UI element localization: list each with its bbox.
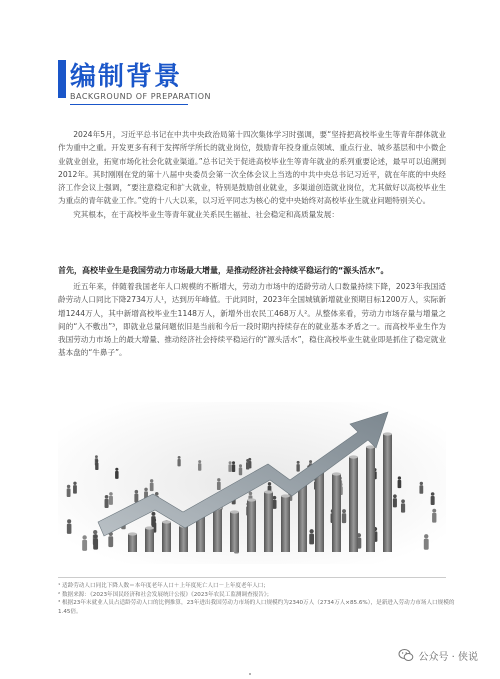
person-figure [232, 461, 235, 472]
person-figure [217, 478, 221, 490]
bar-column-top [230, 510, 239, 513]
bar-column [298, 482, 307, 552]
growth-illustration [58, 402, 446, 564]
bar-column [281, 496, 290, 552]
footnote-1: ¹ 适龄劳动人口同比下降人数＝本年度老年人口＋上年度死亡人口－上年度老年人口； [58, 583, 269, 589]
person-figure [73, 482, 77, 494]
main-text [58, 280, 446, 360]
bar-column [128, 534, 137, 552]
footnotes [58, 582, 458, 616]
intro-paragraph-1: 2024年5月，习近平总书记在中共中央政治局第十四次集体学习时强调，要“坚持把高校毕业生等青年群体就业作为重中之重。开发更多有利于发挥所学所长的就业岗位，鼓励青年投身重点领域、重点行业、城乡基层和中小微企业就业创业，拓宽市场化社会化就业渠道。”总书记关于促进高校毕业生等青年就业的系列重要论述，最早可以追溯到2012年。其时刚刚在党的第十八届中央委员会第一次全体会议上当选的中共中央总书记习近平，就在年底的中央经济工作会议上强调，“要注意稳定和扩大就业，特别是鼓励创业就业，多渠道创造就业岗位，尤其做好以高校毕业生为重点的青年就业工作。”党的十八大以来，以习近平同志为核心的党中央始终对高校毕业生就业问题特别关心。 [58, 130, 446, 206]
person-figure [393, 494, 397, 507]
bar-column [247, 500, 256, 552]
footnote-divider [58, 577, 446, 578]
subtitle-underline [70, 104, 188, 105]
person-figure [419, 482, 423, 494]
person-figure [198, 460, 201, 471]
person-figure [95, 459, 98, 470]
page-subtitle: BACKGROUND OF PREPARATION [70, 92, 212, 101]
person-figure [401, 499, 405, 512]
person-figure [109, 492, 113, 505]
person-figure [82, 535, 87, 551]
person-figure [432, 509, 436, 523]
person-figure [309, 529, 314, 544]
person-figure [67, 485, 71, 497]
person-figure [424, 534, 429, 550]
intro-text [58, 128, 446, 221]
intro-paragraph-2: 究其根本，在于高校毕业生等青年就业关系民生福祉、社会稳定和高质量发展： [73, 209, 339, 219]
person-figure [177, 456, 180, 466]
person-figure [67, 519, 72, 534]
bar-column-top [162, 520, 171, 523]
section-heading: 首先，高校毕业生是我国劳动力市场最大增量，是推动经济社会持续平稳运行的“源头活水”。 [58, 266, 389, 275]
bar-column-top [383, 432, 392, 435]
person-figure [115, 468, 118, 479]
person-figure [150, 479, 154, 491]
person-figure [246, 459, 249, 470]
footnote-3: ³ 根据23年末就业人员占适龄劳动人口的比例推算，23年进出我国劳动力市场的人口规模约为2340万人（2734万人×85.6%），是新进入劳动力市场人口规模的1.45倍。 [58, 600, 455, 615]
bar-column [349, 457, 358, 552]
wechat-icon [398, 647, 414, 663]
person-figure [108, 532, 113, 547]
bar-column-top [281, 494, 290, 497]
main-paragraph: 近五年来，伴随着我国老年人口规模的不断增大，劳动力市场中的适龄劳动人口数量持续下降，2023年我国适龄劳动人口同比下降2734万人¹，达到历年峰值。于此同时，2023年全国城镇新增就业预期目标1200万人，实际新增1244万人，其中新增高校毕业生1148万人，新增外出农民工468万人²。从整体来看，劳动力市场存量与增量之间的“入不敷出”³，即就业总量问题依旧是当前和今后一段时期内持续存在的就业基本矛盾之一。而高校毕业生作为我国劳动力市场上的最大增量、推动经济社会持续平稳运行的“源头活水”，稳住高校毕业生就业即是抓住了稳定就业基本盘的“牛鼻子”。 [58, 282, 446, 358]
person-figure [398, 476, 402, 488]
bar-column [264, 492, 273, 552]
page-title: 编制背景 [70, 62, 183, 92]
person-figure [93, 534, 98, 550]
bar-column-top [332, 472, 341, 475]
footnote-2: ² 数据来源：《2023年国民经济和社会发展统计公报》《2023年农民工监测调查报告》； [58, 591, 273, 598]
bar-column-top [264, 490, 273, 493]
person-figure [105, 495, 109, 508]
person-figure [134, 490, 138, 503]
bar-column [145, 528, 154, 552]
bar-column-top [128, 532, 137, 535]
bar-column [366, 447, 375, 552]
watermark-text: 公众号 · 侠说 [418, 651, 478, 663]
bar-column-top [247, 498, 256, 501]
person-figure [272, 496, 276, 509]
person-figure [342, 509, 346, 523]
person-figure [296, 461, 299, 472]
watermark [398, 647, 478, 663]
bar-column [332, 474, 341, 552]
bar-column-top [349, 455, 358, 458]
person-figure [431, 492, 435, 505]
bar-column-top [145, 526, 154, 529]
page-marker [249, 673, 251, 675]
bar-column [383, 434, 392, 552]
bar-column [230, 512, 239, 552]
bar-column [162, 522, 171, 552]
person-figure [239, 464, 242, 475]
bar-column [315, 470, 324, 552]
title-accent-bar [58, 60, 66, 98]
bar-column [179, 526, 188, 552]
bar-column [196, 516, 205, 552]
person-figure [228, 461, 231, 472]
bar-column [213, 508, 222, 552]
